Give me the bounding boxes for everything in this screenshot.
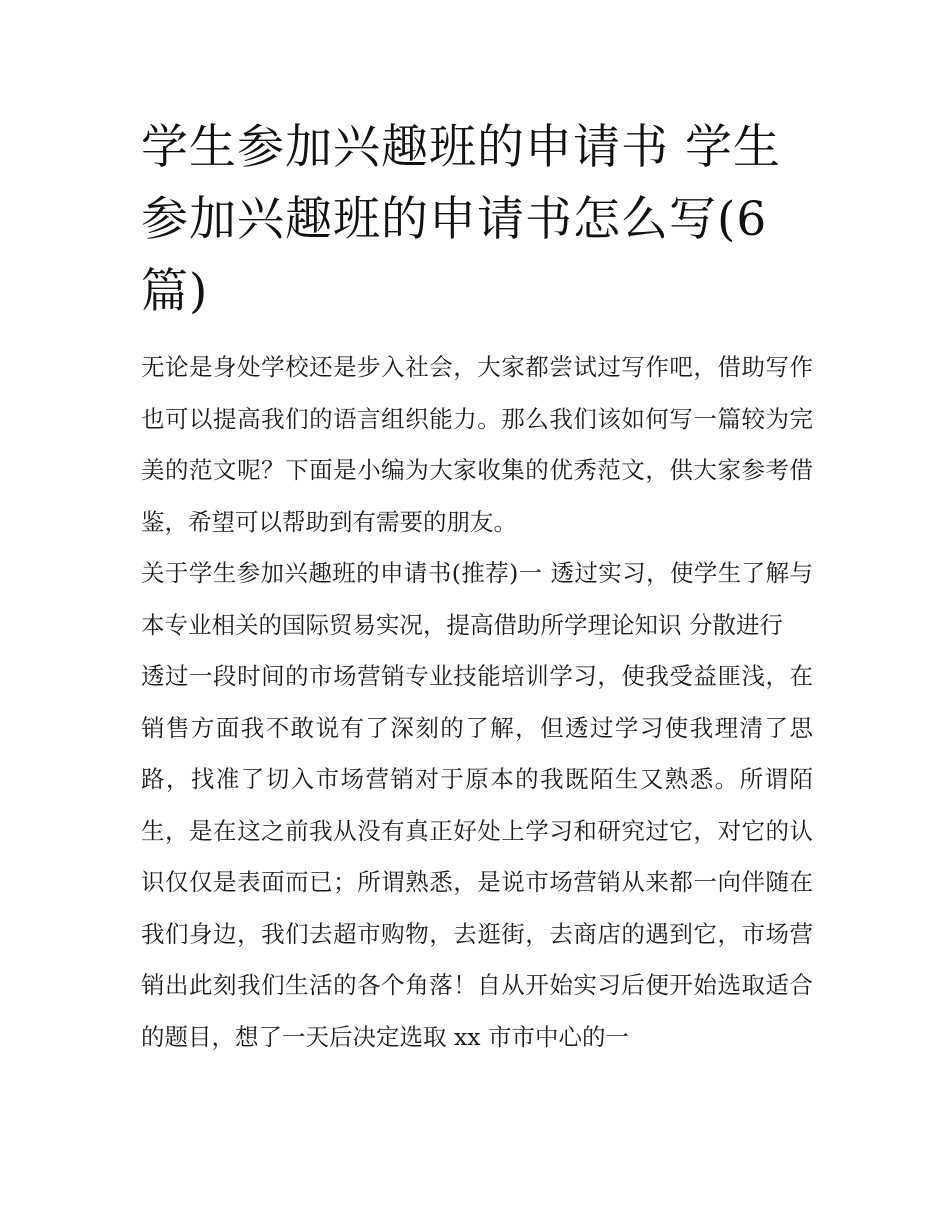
intro-paragraph: 无论是身处学校还是步入社会，大家都尝试过写作吧，借助写作也可以提高我们的语言组织能力。那么我们该如何写一篇较为完美的范文呢？下面是小编为大家收集的优秀范文，供大家参考借鉴，希望可以帮助到有需要的朋友。 xyxy=(141,353,813,536)
section-heading-paragraph: 关于学生参加兴趣班的申请书(推荐)一 透过实习，使学生了解与本专业相关的国际贸易实况，提高借助所学理论知识 分散进行 xyxy=(141,559,813,639)
document-title: 学生参加兴趣班的申请书 学生参加兴趣班的申请书怎么写(6篇) xyxy=(141,120,781,319)
body-paragraph: 透过一段时间的市场营销专业技能培训学习，使我受益匪浅，在销售方面我不敢说有了深刻的了解，但透过学习使我理清了思路，找准了切入市场营销对于原本的我既陌生又熟悉。所谓陌生，是在这之前我从没有真正好处上学习和研究过它，对它的认识仅仅是表面而已；所谓熟悉，是说市场营销从来都一向伴随在我们身边，我们去超市购物，去逛街，去商店的遇到它，市场营销出此刻我们生活的各个角落！自从开始实习后便开始选取适合的题目，想了一天后决定选取 xx 市市中心的一 xyxy=(141,662,813,1051)
document-body xyxy=(141,112,813,1063)
